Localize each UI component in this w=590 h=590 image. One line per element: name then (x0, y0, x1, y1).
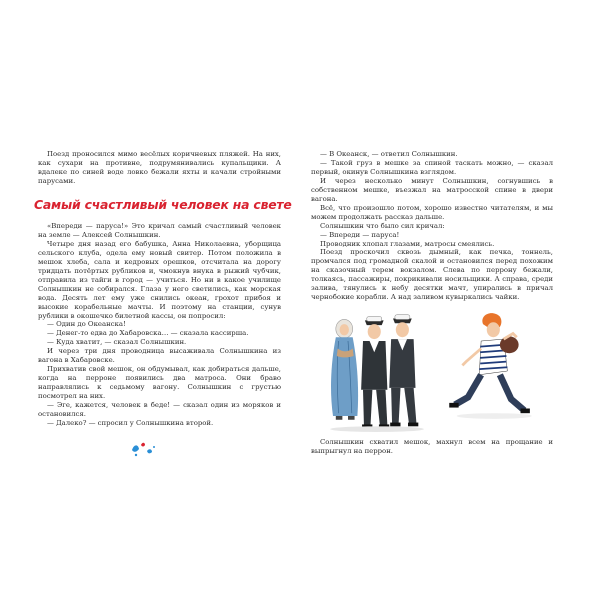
paragraph: — Денег-то едва до Хабаровска… — сказала кассирша. (47, 329, 249, 338)
paragraph: И через несколько минут Солнышкин, согнувшись в собственном мешке, въезжал на матросской спине в двери вагона. (311, 176, 553, 203)
intro-text (38, 150, 281, 186)
paragraph: — Эге, кажется, человек в беде! — сказал один из моряков и остановился. (38, 401, 281, 419)
running-boy-figure (449, 313, 530, 413)
sailor-figure-1 (361, 317, 389, 429)
paragraph: — Такой груз в мешке за спиной таскать можно, — сказал первый, окинув Солнышкина взглядом. (311, 158, 553, 176)
paragraph: — Далеко? — спросил у Солнышкина второй. (47, 418, 214, 427)
paragraph: Прихватив свой мешок, он обдумывал, как добираться дальше, когда на перроне появились два матроса. Они браво направлялись к седьмому вагону. Солнышкин с грустью посмотрел на них. (38, 365, 281, 401)
paragraph: Всё, что произошло потом, хорошо известно читателям, и мы можем продолжать рассказ дальше. (311, 203, 553, 221)
right-page (295, 0, 590, 590)
sailors-and-boy-illustration (318, 296, 558, 446)
paragraph: — Один до Океанска! (47, 320, 126, 329)
grandmother-figure (331, 319, 358, 419)
paragraph: Солнышкин схватил мешок, махнул всем на прощание и выпрыгнул на перрон. (311, 438, 553, 456)
left-main-text (38, 222, 281, 428)
paragraph: — В Океанск, — ответил Солнышкин. (320, 150, 458, 158)
paragraph: Поезд проскочил сквозь дымный, как печка, тоннель, промчался под громадной скалой и остановился перед похожим на сказочный терем вокзалом. Слева по перрону бежали, толкаясь, пассажиры, покрикивали носильщики. А справа, среди залива, тянулись к небу десятки мачт, упирались в причал чернобокие корабли. А над заливом кувыркались чайки. (311, 248, 553, 302)
sailor-figure-2 (389, 315, 418, 427)
paragraph: — Куда хватит, — сказал Солнышкин. (47, 338, 187, 347)
chapter-heading: Самый счастливый человек на свете (34, 197, 292, 212)
paragraph: И через три дня проводница высаживала Солнышкина из вагона в Хабаровске. (38, 347, 281, 365)
paragraph: Четыре дня назад его бабушка, Анна Николаевна, уборщица сельского клуба, одела ему новый свитер. Потом положила в мешок хлеба, сала и кедровых орешков, отсчитала на дорогу тридцать потёртых рубликов и, чмокнув внука в рыжий чубчик, отправила из тайги в город — учиться. Но ни в какое училище Солнышкин не собирался. Глаза у него светились, как морская вода. Десять лет ему уже снились океан, грохот прибоя и высокие корабельные мачты. И поэтому на станции, сунув рублики в окошечко билетной кассы, он попросил: (38, 239, 281, 320)
paragraph: Солнышкин что было сил кричал: (320, 221, 445, 230)
paragraph: «Впереди — паруса!» Это кричал самый счастливый человек на земле — Алексей Солнышкин. (38, 222, 281, 239)
water-splash-decoration (128, 436, 158, 458)
paragraph: Проводник хлопал глазами, матросы смеялись. (320, 239, 495, 248)
paragraph: Поезд проносился мимо весёлых коричневых пляжей. На них, как сухари на противне, подрумянивались купальщики. А вдалеке по синей воде ловко бежали яхты и качали стройными парусами. (38, 150, 281, 185)
paragraph: — Впереди — паруса! (320, 230, 400, 239)
